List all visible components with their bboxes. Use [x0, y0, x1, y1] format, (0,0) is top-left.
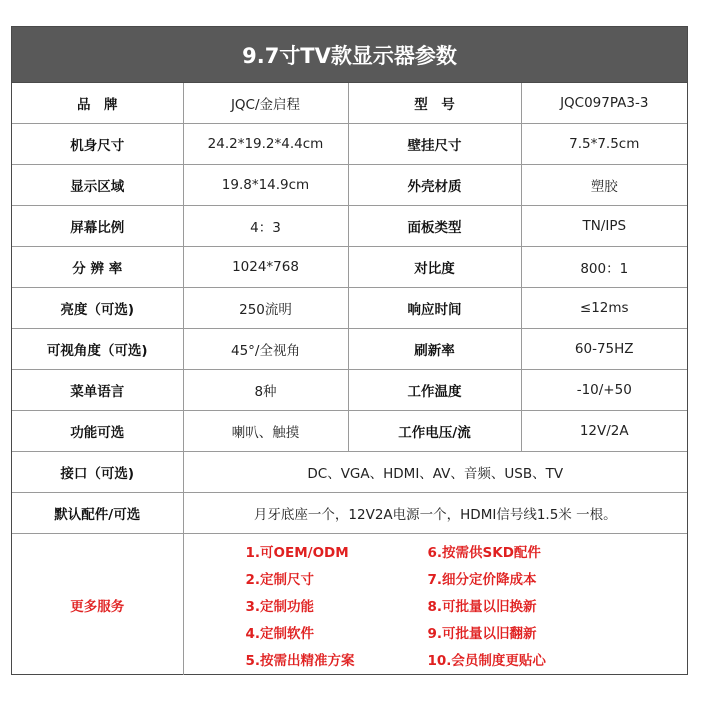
spec-label: 分 辨 率	[12, 247, 183, 288]
spec-label: 型 号	[348, 83, 521, 124]
spec-row	[12, 124, 687, 165]
spec-label: 响应时间	[348, 288, 521, 329]
spec-label: 可视角度（可选)	[12, 329, 183, 370]
spec-value: 19.8*14.9cm	[183, 165, 348, 206]
spec-label: 菜单语言	[12, 370, 183, 411]
spec-label: 对比度	[348, 247, 521, 288]
service-item: 5.按需出精准方案	[245, 652, 355, 669]
services-list-cell	[183, 534, 687, 676]
spec-value: 60-75HZ	[521, 329, 687, 370]
spec-value: 喇叭、触摸	[183, 411, 348, 452]
spec-value: 800：1	[521, 247, 687, 288]
spec-label: 面板类型	[348, 206, 521, 247]
service-item: 4.定制软件	[245, 625, 315, 642]
spec-value: 1024*768	[183, 247, 348, 288]
spec-value: 24.2*19.2*4.4cm	[183, 124, 348, 165]
spec-row	[12, 83, 687, 124]
service-item: 8.可批量以旧换新	[427, 598, 537, 615]
spec-row	[12, 370, 687, 411]
service-item: 6.按需供SKD配件	[427, 544, 541, 561]
spec-value: 45°/全视角	[183, 329, 348, 370]
spec-label: 品 牌	[12, 83, 183, 124]
service-item: 9.可批量以旧翻新	[427, 625, 537, 642]
sheet-title: 9.7寸TV款显示器参数	[12, 27, 687, 83]
spec-value: -10/+50	[521, 370, 687, 411]
interface-row	[12, 452, 687, 493]
spec-label: 显示区域	[12, 165, 183, 206]
spec-label: 工作温度	[348, 370, 521, 411]
services-list	[246, 541, 688, 669]
spec-value: 8种	[183, 370, 348, 411]
spec-value: JQC097PA3-3	[521, 83, 687, 124]
spec-value: 7.5*7.5cm	[521, 124, 687, 165]
service-item: 7.细分定价降成本	[427, 571, 537, 588]
spec-row	[12, 329, 687, 370]
spec-table	[12, 83, 687, 675]
spec-value: 250流明	[183, 288, 348, 329]
spec-sheet	[11, 26, 688, 675]
spec-row	[12, 206, 687, 247]
service-item: 1.可OEM/ODM	[245, 544, 349, 561]
spec-row	[12, 411, 687, 452]
service-item: 2.定制尺寸	[245, 571, 315, 588]
spec-value: JQC/金启程	[183, 83, 348, 124]
spec-label: 刷新率	[348, 329, 521, 370]
services-label: 更多服务	[12, 534, 183, 676]
accessories-label: 默认配件/可选	[12, 493, 183, 534]
spec-value: 塑胶	[521, 165, 687, 206]
spec-value: 4：3	[183, 206, 348, 247]
spec-row	[12, 165, 687, 206]
service-item: 10.会员制度更贴心	[427, 652, 546, 669]
accessories-row	[12, 493, 687, 534]
spec-label: 亮度（可选)	[12, 288, 183, 329]
services-row	[12, 534, 687, 676]
service-item: 3.定制功能	[245, 598, 315, 615]
spec-label: 机身尺寸	[12, 124, 183, 165]
spec-value: 12V/2A	[521, 411, 687, 452]
spec-row	[12, 288, 687, 329]
spec-label: 工作电压/流	[348, 411, 521, 452]
spec-row	[12, 247, 687, 288]
spec-label: 外壳材质	[348, 165, 521, 206]
spec-value: TN/IPS	[521, 206, 687, 247]
spec-label: 壁挂尺寸	[348, 124, 521, 165]
interface-label: 接口（可选)	[12, 452, 183, 493]
accessories-value: 月牙底座一个，12V2A电源一个，HDMI信号线1.5米 一根。	[183, 493, 687, 534]
interface-value: DC、VGA、HDMI、AV、音频、USB、TV	[183, 452, 687, 493]
spec-label: 功能可选	[12, 411, 183, 452]
spec-label: 屏幕比例	[12, 206, 183, 247]
spec-value: ≤12ms	[521, 288, 687, 329]
